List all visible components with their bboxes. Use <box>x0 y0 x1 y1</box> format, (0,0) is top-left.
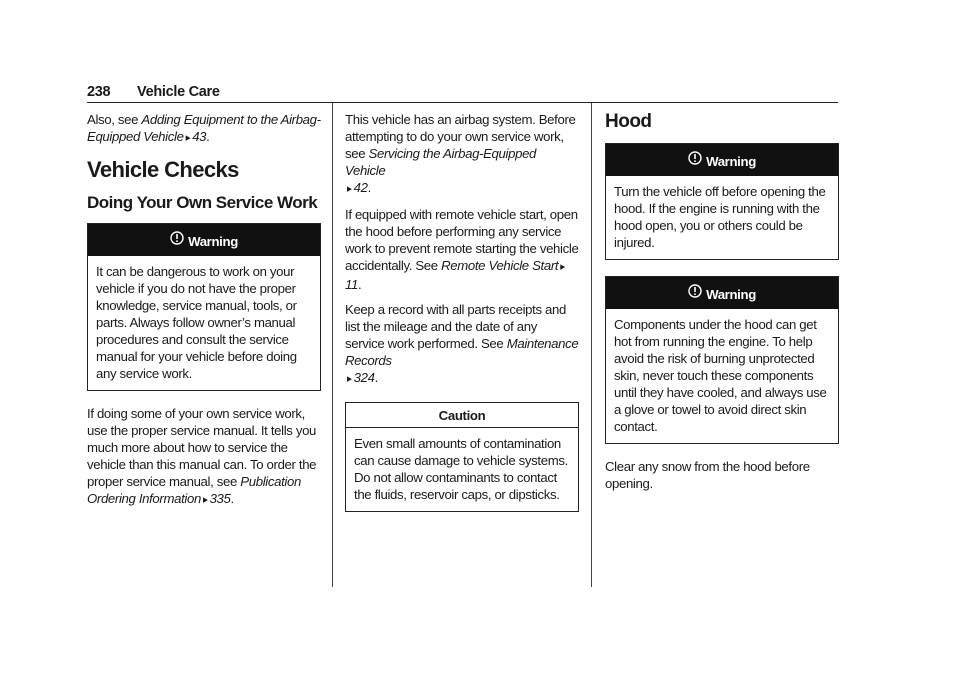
warning-triangle-icon <box>170 223 184 259</box>
column-divider <box>332 103 333 587</box>
service-end: . <box>230 491 234 506</box>
warning-box <box>605 143 839 260</box>
page-reference-arrow-icon: ▸ <box>560 261 565 273</box>
warning-box <box>87 223 321 391</box>
warning-body: It can be dangerous to work on your vehicle if you do not have the proper knowledge, service manual, tools, or parts. Always follow owner’s manual procedures and consult the service manual for your vehicle before doing any service work. <box>96 264 297 381</box>
caution-box <box>345 402 579 512</box>
page-number: 238 <box>87 84 111 100</box>
warning-header <box>606 144 838 176</box>
service-link[interactable]: Publication Ordering Information <box>87 474 301 506</box>
column-divider <box>591 103 592 587</box>
page-reference-arrow-icon: ▸ <box>185 132 191 144</box>
snow-paragraph: Clear any snow from the hood before opening. <box>605 459 810 491</box>
warning-label: Warning <box>706 287 756 302</box>
remote-start-link[interactable]: Remote Vehicle Start <box>441 258 559 273</box>
warning-header <box>88 224 320 256</box>
header-rule <box>87 102 838 103</box>
warning-body: Components under the hood can get hot from running the engine. To help avoid the risk of burning unprotected skin, never touch these components until they have cooled, and always use a glove or towel to avoid direct skin contact. <box>614 317 827 434</box>
airbag-ref-page[interactable]: 42 <box>353 180 368 195</box>
remote-start-text: If equipped with remote vehicle start, open the hood before performing any service work to prevent remote starting the vehicle accidentally. See <box>345 207 579 273</box>
section-title: Vehicle Care <box>137 84 220 100</box>
service-text: If doing some of your own service work, use the proper service manual. It tells you much more about how to service the vehicle than this manual can. To order the proper service manual, see <box>87 406 317 489</box>
remote-start-paragraph <box>345 206 579 293</box>
remote-start-ref-page[interactable]: 11 <box>345 277 358 292</box>
airbag-link[interactable]: Servicing the Airbag-Equipped Vehicle <box>345 146 537 178</box>
page-reference-arrow-icon: ▸ <box>347 183 352 195</box>
records-ref-page[interactable]: 324 <box>353 370 375 385</box>
intro-ref-page[interactable]: 43 <box>192 129 207 144</box>
warning-body: Turn the vehicle off before opening the hood. If the engine is running with the hood open, you or others could be injured. <box>614 184 826 250</box>
airbag-end: . <box>367 180 371 195</box>
intro-paragraph <box>87 111 321 147</box>
airbag-paragraph <box>345 111 579 198</box>
intro-end: . <box>206 129 210 144</box>
column-middle <box>345 111 579 526</box>
warning-label: Warning <box>188 234 238 249</box>
warning-triangle-icon <box>688 276 702 312</box>
intro-link[interactable]: Adding Equipment to the Airbag-Equipped Vehicle <box>87 112 321 144</box>
airbag-text: This vehicle has an airbag system. Before attempting to do your own service work, see <box>345 112 576 161</box>
warning-triangle-icon <box>688 143 702 179</box>
caution-body: Even small amounts of contamination can cause damage to vehicle systems. Do not allow contaminants to contact the fluids, reservoir caps, or dipsticks. <box>354 436 568 502</box>
caution-header: Caution <box>346 403 578 428</box>
intro-text: Also, see <box>87 112 142 127</box>
records-link[interactable]: Maintenance Records <box>345 336 579 368</box>
warning-box <box>605 276 839 444</box>
records-text: Keep a record with all parts receipts and list the mileage and the date of any service work performed. See <box>345 302 566 351</box>
records-paragraph <box>345 301 579 388</box>
warning-header <box>606 277 838 309</box>
service-paragraph <box>87 405 321 509</box>
heading-hood: Hood <box>605 111 652 132</box>
column-right <box>605 111 839 500</box>
remote-start-end: . <box>358 277 362 292</box>
column-left <box>87 111 321 517</box>
warning-label: Warning <box>706 154 756 169</box>
records-end: . <box>374 370 378 385</box>
subheading-service-work: Doing Your Own Service Work <box>87 193 318 212</box>
page-reference-arrow-icon: ▸ <box>202 494 208 506</box>
page-reference-arrow-icon: ▸ <box>347 373 352 385</box>
heading-vehicle-checks: Vehicle Checks <box>87 157 239 182</box>
service-ref-page[interactable]: 335 <box>209 491 231 506</box>
